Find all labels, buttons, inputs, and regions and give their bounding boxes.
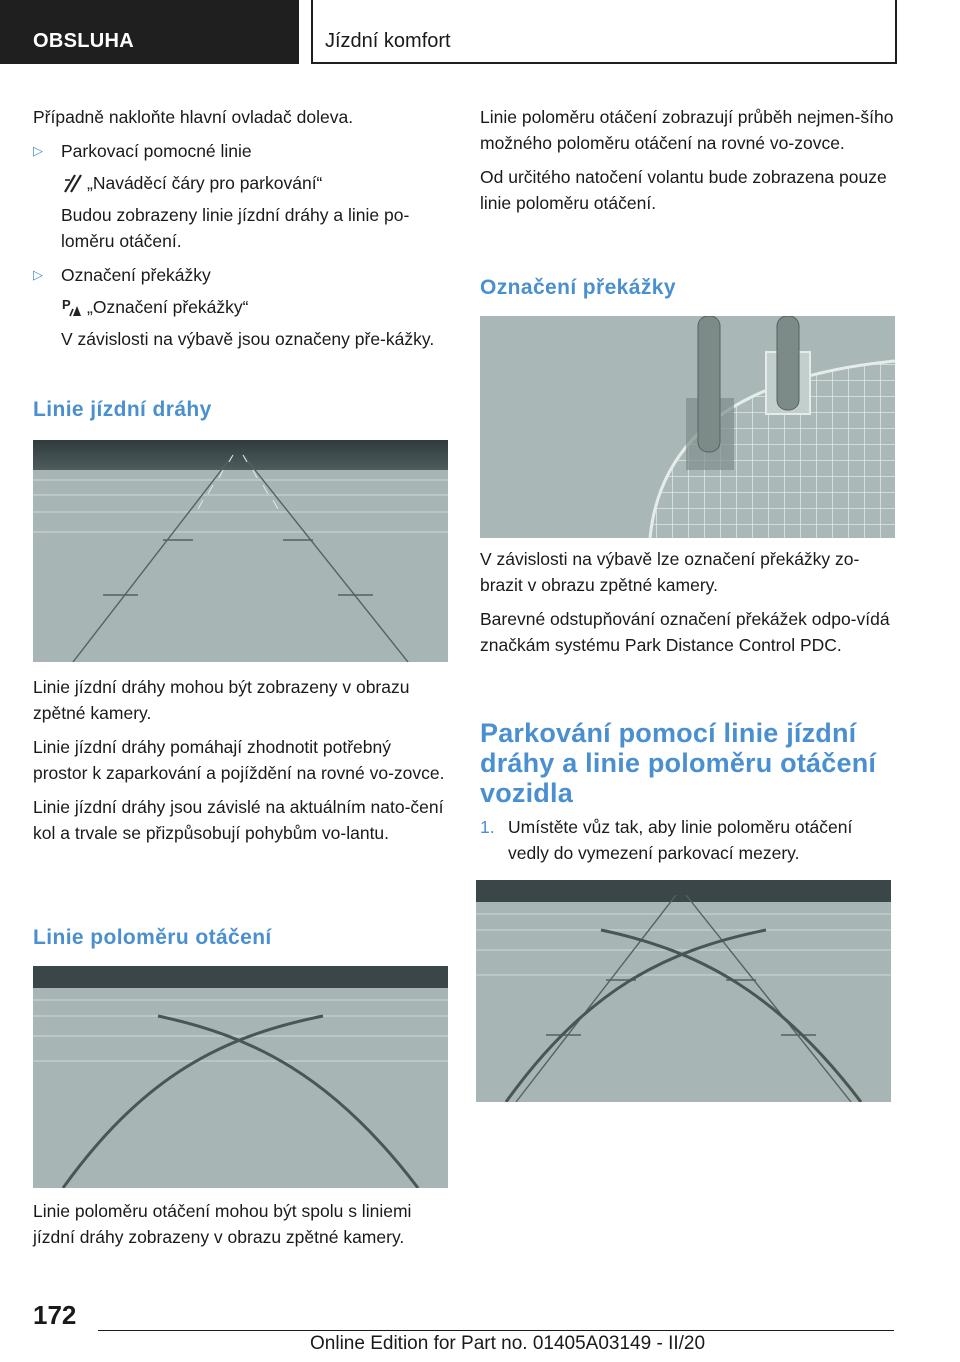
guide-lines-desc: Budou zobrazeny linie jízdní dráhy a linie po-loměru otáčení. <box>61 205 410 251</box>
bullet-obstacle <box>33 262 448 288</box>
svg-text:P: P <box>62 297 71 312</box>
guide-lines-option-text: „Naváděcí čáry pro parkování“ <box>87 173 323 193</box>
obstacle-option-text: „Označení překážky“ <box>87 297 249 317</box>
step-1 <box>480 814 896 866</box>
obstacle-desc: V závislosti na výbavě jsou označeny pře-kážky. <box>61 329 435 349</box>
figure-combined-lines <box>476 880 891 1102</box>
intro-text: Případně nakloňte hlavní ovladač doleva. <box>33 107 354 127</box>
bullet-triangle-icon: ▷ <box>33 267 43 282</box>
heading-track-lines: Linie jízdní dráhy <box>33 398 212 421</box>
right-column <box>480 104 896 224</box>
heading-obstacle-marking: Označení překážky <box>480 276 676 299</box>
bullet-guide-lines-label: Parkovací pomocné linie <box>61 141 252 161</box>
obstacle-text-block <box>480 546 896 666</box>
radius-paragraph-2: Linie poloměru otáčení zobrazují průběh nejmen-šího možného poloměru otáčení na rovné vo-zovce. <box>480 107 894 153</box>
parking-guide-lines-icon <box>61 172 87 194</box>
footer-rule <box>98 1330 894 1331</box>
radius-paragraph-1: Linie poloměru otáčení mohou být spolu s liniemi jízdní dráhy zobrazeny v obrazu zpětné kamery. <box>33 1201 412 1247</box>
header-section-tab <box>0 0 299 64</box>
header-chapter-box <box>311 0 897 64</box>
step-1-number: 1. <box>480 817 495 837</box>
track-text-block <box>33 674 448 854</box>
step-1-text: Umístěte vůz tak, aby linie poloměru otáčení vedly do vymezení parkovací mezery. <box>508 817 853 863</box>
radius-text-block <box>33 1198 448 1258</box>
header-section-label: OBSLUHA <box>33 30 134 52</box>
track-paragraph-2: Linie jízdní dráhy pomáhají zhodnotit potřebný prostor k zaparkování a pojíždění na rovné vo-zovce. <box>33 737 445 783</box>
heading-parking-with-lines: Parkování pomocí linie jízdní dráhy a linie poloměru otáčení vozidla <box>480 718 877 808</box>
obstacle-paragraph-1: V závislosti na výbavě lze označení překážky zo-brazit v obrazu zpětné kamery. <box>480 549 860 595</box>
obstacle-paragraph-2: Barevné odstupňování označení překážek odpo-vídá značkám systému Park Distance Control PDC. <box>480 609 890 655</box>
bullet-triangle-icon: ▷ <box>33 143 43 158</box>
obstacle-marking-icon <box>61 296 87 318</box>
page-number: 172 <box>33 1300 77 1330</box>
bullet-obstacle-label: Označení překážky <box>61 265 211 285</box>
footer-edition: Online Edition for Part no. 01405A03149 - II/20 <box>310 1333 706 1354</box>
header-chapter-label: Jízdní komfort <box>325 30 451 52</box>
guide-lines-option <box>33 170 448 196</box>
obstacle-option <box>33 294 448 320</box>
figure-track-lines <box>33 440 448 662</box>
track-paragraph-1: Linie jízdní dráhy mohou být zobrazeny v obrazu zpětné kamery. <box>33 677 410 723</box>
track-paragraph-3: Linie jízdní dráhy jsou závislé na aktuálním nato-čení kol a trvale se přizpůsobují pohybům vo-lantu. <box>33 797 444 843</box>
left-column <box>33 104 448 360</box>
figure-obstacle-marking <box>480 316 895 538</box>
figure-turning-radius <box>33 966 448 1188</box>
radius-paragraph-3: Od určitého natočení volantu bude zobrazena pouze linie poloměru otáčení. <box>480 167 887 213</box>
heading-turning-radius: Linie poloměru otáčení <box>33 926 272 949</box>
bullet-guide-lines <box>33 138 448 164</box>
